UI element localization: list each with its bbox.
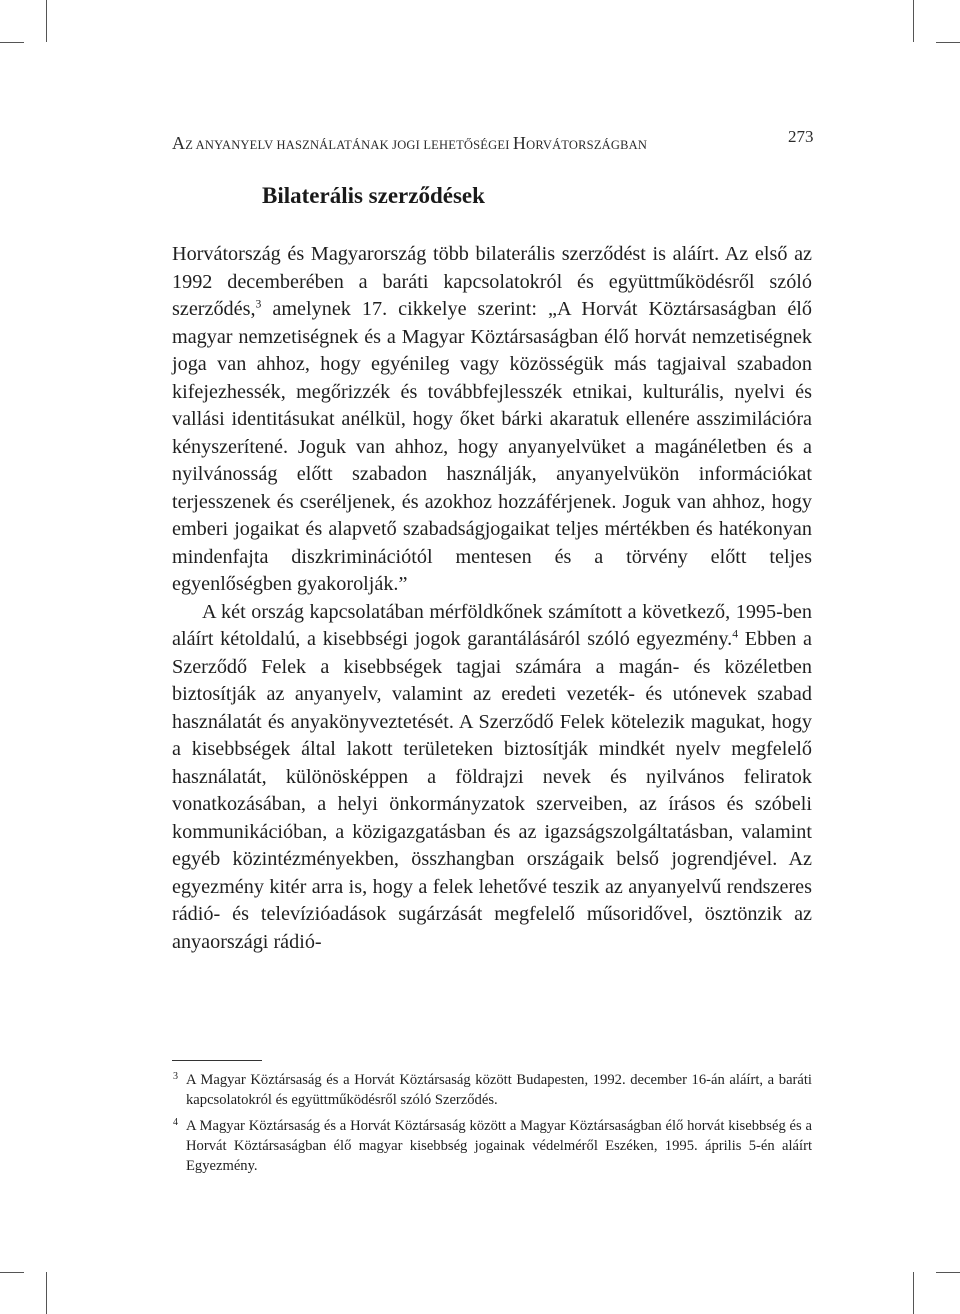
paragraph-1-text-cont: amelynek 17. cikkelye szerint: „A Horvát Köztársaságban élő magyar nemzetiségnek és a Magyar Köztársaságban élő horvát nemzetiségnek joga van ahhoz, hogy egyénileg vagy közösségük más tagjaival szabadon kifejezhessék, megőrizzék és továbbfejlesszék etnikai, kulturális, nyelvi és vallási identitásukat anélkül, hogy őket bárki akaratuk ellenére asszimilációra kényszerítené. Joguk van ahhoz, hogy anyanyelvüket a magánéletben és a nyilvánosság előtt szabadon használják, anyanyelvükön információkat terjesszenek és cseréljenek, és azokhoz hozzáférjenek. Joguk van ahhoz, hogy emberi jogaikat és alapvető szabadságjogaikat teljes mértékben és hatékonyan mindenfajta diszkriminációtól mentesen és a törvény előtt teljes egyenlőségben gyakorolják.” [172, 298, 812, 595]
crop-mark-bottom-left-horizontal [0, 1272, 24, 1273]
running-head-part: A [172, 133, 186, 153]
running-head [172, 133, 647, 154]
footnote-4 [172, 1116, 812, 1176]
footnote-ref-3[interactable]: 3 [255, 297, 262, 311]
running-head-part: H [512, 133, 527, 153]
footnote-3 [172, 1070, 812, 1110]
crop-mark-top-right-horizontal [936, 42, 960, 43]
crop-mark-top-left-horizontal [0, 42, 24, 43]
paragraph-2-text-cont: Ebben a Szerződő Felek a kisebbségek tagjai számára a magán- és közéletben biztosítják az anyanyelv, valamint az eredeti vezeték- és utónevek szabad használatát és anyakönyveztetését. A Szerződő Felek kötelezik magukat, hogy a kisebbségek által lakott területeken biztosítják mindkét nyelv megfelelő használatát, különösképpen a földrajzi nevek és nyilvános feliratok vonatkozásában, a helyi önkormányzatok szerveiben, az írásos és szóbeli kommunikációban, a közigazgatásban és az igazságszolgáltatásban, valamint egyéb közintézményekben, összhangban országaik belső jogrendjével. Az egyezmény kitér arra is, hogy a felek lehetővé teszik az anyanyelvű rendszeres rádió- és televízióadások sugárzását megfelelő műsoridővel, ösztönzik az anyaországi rádió- [172, 628, 812, 953]
footnote-text: A Magyar Köztársaság és a Horvát Köztársaság között a Magyar Köztársaságban élő horvát kisebbség és a Horvát Köztársaságban élő magyar kisebbség jogainak védelméről Eszéken, 1995. április 5-én aláírt Egyezmény. [186, 1118, 812, 1174]
footnote-number: 3 [173, 1071, 178, 1082]
paragraph-1-text: Horvátország és Magyarország több bilaterális szerződést is aláírt. Az első az 1992 decemberében a baráti kapcsolatokról és együttműködésről szóló szerződés, [172, 243, 812, 320]
body-text [172, 241, 812, 956]
footnotes [172, 1070, 812, 1182]
crop-mark-bottom-right [913, 1272, 914, 1314]
crop-mark-bottom-right-horizontal [936, 1272, 960, 1273]
running-head-part: ORVÁTORSZÁGBAN [526, 138, 648, 152]
crop-mark-top-right [913, 0, 914, 42]
page-number: 273 [788, 127, 814, 146]
paragraph-2 [172, 599, 812, 957]
running-head-part: Z ANYANYELV HASZNÁLATÁNAK JOGI LEHETŐSÉGEI [185, 138, 513, 152]
crop-mark-bottom-left [46, 1272, 47, 1314]
crop-mark-top-left [46, 0, 47, 42]
section-title: Bilaterális szerződések [262, 183, 485, 208]
paragraph-1 [172, 241, 812, 599]
paragraph-2-text: A két ország kapcsolatában mérföldkőnek számított a következő, 1995-ben aláírt kétoldalú, a kisebbségi jogok garantálásáról szóló egyezmény. [172, 600, 812, 650]
footnote-text: A Magyar Köztársaság és a Horvát Köztársaság között Budapesten, 1992. december 16-án aláírt, a baráti kapcsolatokról és együttműködésről szóló Szerződés. [186, 1072, 812, 1108]
footnote-separator [172, 1060, 262, 1061]
footnote-ref-4[interactable]: 4 [732, 627, 739, 641]
footnote-number: 4 [173, 1117, 178, 1128]
